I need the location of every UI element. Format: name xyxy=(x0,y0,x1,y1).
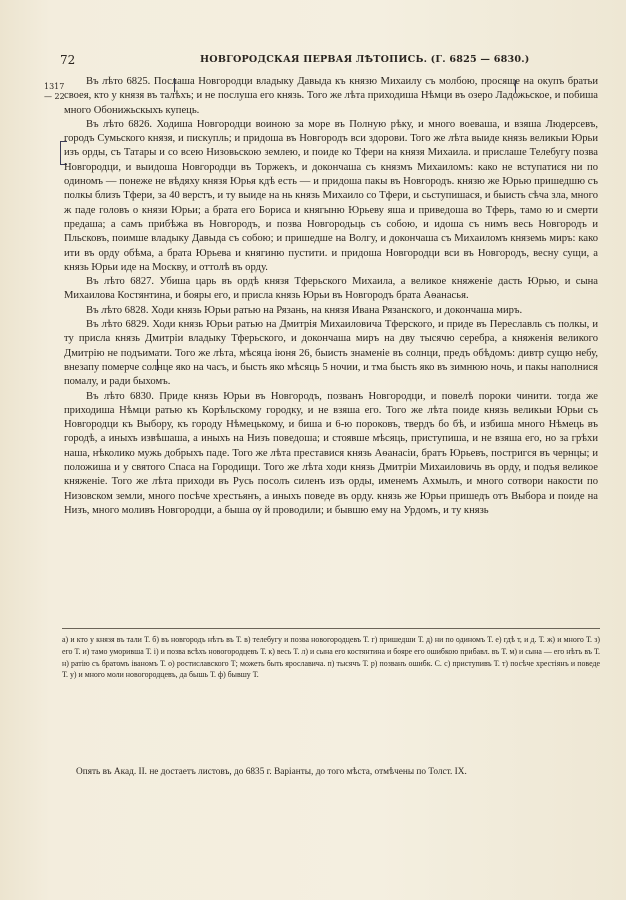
footnote-divider xyxy=(62,628,600,629)
page-number: 72 xyxy=(60,53,76,67)
footnote-block: а) и кто у князя въ тали Т. б) въ новгородъ нѣтъ въ Т. в) телебугу и позва новогородцевъ Т. г) пришедши Т. д) ни по одиномъ Т. е) гдѣ т, и д. Т. ж) и много Т. з) его Т. и) тамо уморивша Т. і) и позва всѣхъ новогородцевъ Т. к) весь Т. л) и сына его костянтина и бояре его ошибкою прибавл. въ Т. м) и сына — его нѣтъ въ Т. н) ратію съ братомъ іваномъ Т. о) ростиславского Т; можеть быть ярославича. п) тысячъ Т. р) позванъ ошибк. С. с) приступивъ Т. т) посѣче хрестіянъ и поведе Т. у) и много моли новогородцевъ, да бышь Т. ф) бывшу Т. xyxy=(62,635,600,680)
margin-year-start: 1317 xyxy=(44,82,65,91)
entry-6826: Въ лѣто 6826. Ходиша Новгородци воиною за море въ Полную рѣку, и много воеваша, и взяша Людерсевъ, городъ Сумьского князя, и пискупль; и придоша въ Новгородъ вси здорови. Того же лѣта выиде князь великыи Юрьи изъ орды, съ Татары и со всею Низовьскою землею, и поиде ко Тфери на князя Михаила. и прислаше Телебугу позва Новгородци, и выидоша Новгородци въ Торжекъ, и докончаша съ князмъ Михаиломъ: како не вступатися ни по одиномъ — понеже не вѣдяху князя Юрья кдѣ есть — и придоша пакы въ Новгородъ. князю же Юрью пришедшю съ полкы близъ Тфери, за 40 верстъ, и ту выиде на нь князь Михаило со Тфери, и сьступишася, и быисть сѣча зла, много ж паде головъ о князи Юрьи; а брата его Бориса и княгыню Юрьеву яша и приведоша во Тферь, тамо ю и смерти предаша; а самъ прибѣжа въ Новгородъ, и позва Новгородьць съ собою, и идоша съ нимъ весь Новгородъ и Пльсковъ, поимше владыку Давыда съ собою; и пришедше на Волгу, и докончаша съ Михаиломъ княземь миръ: како ити въ орду обѣма, а брата Юрьева и княгиню пустити. и придоша Новгородци вси въ Новгородъ, весну сущи, а князь Юрьи иде на Москву, и оттолѣ въ орду. xyxy=(64,118,598,273)
entry-6829: Въ лѣто 6829. Ходи князь Юрьи ратью на Дмитрія Михаиловича Тферского, и приде въ Переславль съ полкы, и ту присла князь Дмитріи владыку Тферьского, и докончаша миръ на дву тысячю серебра, а княженія великого Дмитрію не подъимати. Того же лѣта, мѣсяца іюня 26, быисть знаменіе въ солнци, предъ обѣдомъ: дивтр сущю небу, внезапу померче солнце яко на часъ, и бысть яко мѣсяць 5 ночии, и тма бысть яко въ зимнюю ночь, и пакы наполнися помалу, и ради быхомъ. xyxy=(64,319,598,388)
page-header xyxy=(60,52,586,68)
entry-6830: Въ лѣто 6830. Приде князь Юрьи въ Новгородъ, позванъ Новгородци, и повелѣ пороки чинити. тогда же приходиша Нѣмци ратью къ Корѣльскому городку, и не взяша его. Того же лѣта поиде князь великыи Юрьи съ Новгородци къ Выбору, къ городу Нѣмецькому, и биша и 6-ю пороковъ, твердъ бо бѣ, и избиша много Нѣмець въ городѣ, а иныхъ извѣшаша, а иныхъ на Низъ поведоша; и стоявше мѣсяць, приступиша, и не взяша его, но за грѣхи наша, нѣколико мужь добрыхъ паде. Того же лѣта преставися князь Аѳанасіи, братъ Юрьевъ, постригся въ чернцы; и положиша и у святого Спаса на Городищи. Того же лѣта ходи князь Дмитріи Михаиловичь въ орду, и подъя великое княженіе. Того же лѣта приходи въ Русь посолъ силенъ изъ орды, именемъ Ахмылъ, и много сотвори накости по Низовском земли, много посѣче хрестьянъ, а иныхъ поведе въ орду. князь же Юрьи пришедъ отъ Выбора и поиде на Низъ, много моливъ Новгородци, а быша ѹ й проводили; и бывшю ему на Урдомъ, и ту князь xyxy=(64,390,598,516)
chronicle-text xyxy=(64,75,598,518)
margin-year-end: — 22 xyxy=(44,92,65,101)
variant-footnotes xyxy=(62,634,600,681)
entry-6825: Въ лѣто 6825. Послаша Новгородци владыку Давыда къ князю Михаилу съ молбою, просяще на окупъ братьи своея, кто у князя въ талѣхъ; и не послуша его князь. Того же лѣта приходиша Нѣмци въ озеро Ладожьское, и побиша много Обонижьскыхъ купець. xyxy=(64,76,598,116)
editor-note: Опять въ Акад. II. не достаетъ листовъ, до 6835 г. Варіанты, до того мѣста, отмѣчены по Толст. IX. xyxy=(76,767,467,777)
entry-6827: Въ лѣто 6827. Убиша царь въ ордѣ князя Тферьского Михаила, а великое княженіе дасть Юрью, и сына Михаилова Костянтина, и бояры его, и присла князь Юрьи въ Новгородъ брата Аѳанасья. xyxy=(64,276,598,302)
running-title: НОВГОРОДСКАЯ ПЕРВАЯ ЛѢТОПИСЬ. (Г. 6825 — 6830.) xyxy=(200,54,530,65)
entry-6828: Въ лѣто 6828. Ходи князь Юрьи ратью на Рязань, на князя Ивана Рязанского, и докончаша миръ. xyxy=(86,304,523,316)
